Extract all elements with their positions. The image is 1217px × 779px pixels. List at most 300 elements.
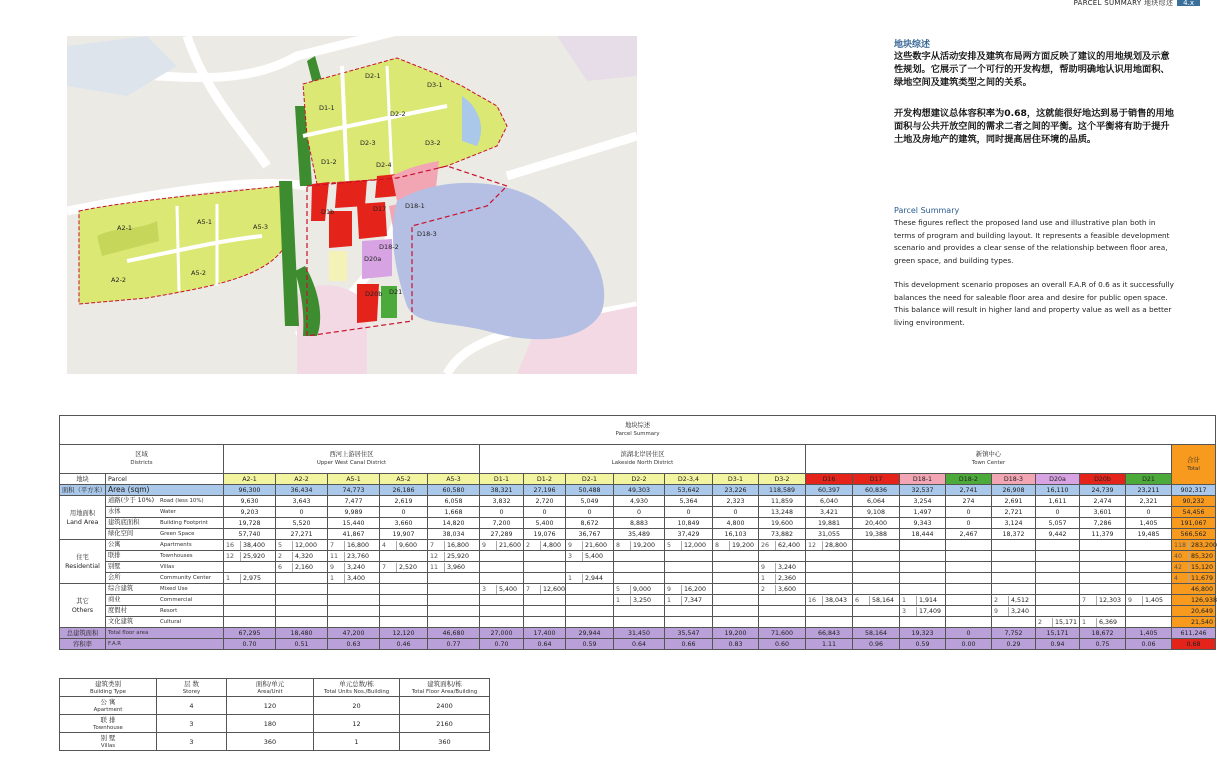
floor-area: 4,800 (543, 541, 562, 549)
value-cell (713, 606, 759, 617)
value-cell (614, 584, 665, 595)
table-title-en: Parcel Summary (615, 431, 660, 437)
value-cell (1126, 540, 1172, 551)
value-cell: 5,057 (1036, 518, 1080, 529)
map-label-d1-1: D1-1 (319, 104, 335, 112)
row-label-en: Resort (160, 608, 178, 614)
floor-area: 3,240 (347, 563, 366, 571)
value-cell (1172, 562, 1216, 573)
value-cell: 47,200 (328, 628, 380, 639)
floor-area: 16,800 (447, 541, 470, 549)
row-label-zh: 容积率 (60, 639, 106, 650)
value-cell: 19,076 (524, 529, 566, 540)
zh-section-title: 地块综述 (894, 40, 931, 50)
value-cell (713, 595, 759, 606)
map-label-d1-2: D1-2 (321, 158, 337, 166)
table-title-zh: 地块综述 (624, 422, 651, 429)
value-cell (1126, 562, 1172, 573)
value-cell (992, 584, 1036, 595)
value-cell: 0 (946, 507, 992, 518)
floor-area: 2,520 (399, 563, 418, 571)
unit-count: 5 (616, 585, 631, 594)
en-paragraph-1: These figures reflect the proposed land use and illustrative plan both in terms of program and building layout. It represents a feasible development scenario and provides a clear sense of the relationship between floor area, green space, and building types. (894, 218, 1170, 265)
value-cell (1172, 573, 1216, 584)
floor-area: 5,400 (585, 552, 604, 560)
value-cell (524, 573, 566, 584)
map-label-d21: D21 (389, 288, 403, 296)
row-label-zh: 总建筑面积 (60, 628, 106, 639)
value-cell: 27,271 (276, 529, 328, 540)
value-cell (1036, 606, 1080, 617)
value-cell (480, 606, 524, 617)
value-cell (524, 617, 566, 628)
value-cell: 0.60 (759, 639, 806, 650)
parcel-header-cell: D1-2 (524, 474, 566, 485)
value-cell (1080, 606, 1126, 617)
floor-area: 2,975 (243, 574, 262, 582)
value-cell (992, 540, 1036, 551)
value-cell (665, 573, 713, 584)
value-cell: 29,944 (566, 628, 614, 639)
value-cell (428, 617, 480, 628)
value-cell: 8,883 (614, 518, 665, 529)
value-cell (1036, 551, 1080, 562)
building-storey-cell: 3 (157, 715, 227, 733)
parcel-header-cell: D18-2 (946, 474, 992, 485)
unit-count: 26 (761, 541, 776, 550)
value-cell: 2,467 (946, 529, 992, 540)
value-cell (853, 595, 900, 606)
value-cell: 74,773 (328, 485, 380, 496)
value-cell (900, 617, 946, 628)
value-cell: 46,680 (428, 628, 480, 639)
parcel-summary-table (59, 415, 1216, 650)
row-label-en: Commercial (160, 597, 193, 603)
floor-area: 16,200 (684, 585, 707, 593)
parcel-header-cell: D21 (1126, 474, 1172, 485)
row-label-en: Villas (160, 564, 175, 570)
value-cell (380, 540, 428, 551)
column-header-zh: 建筑面积/栋 (427, 679, 462, 688)
value-cell: 16,110 (1036, 485, 1080, 496)
floor-area: 28,800 (825, 541, 848, 549)
value-cell: 0.94 (1036, 639, 1080, 650)
table-row (60, 697, 490, 715)
value-cell: 3,832 (480, 496, 524, 507)
map-label-a2-2: A2-2 (111, 276, 127, 284)
value-cell (1126, 573, 1172, 584)
floor-area: 15,171 (1055, 618, 1078, 626)
value-cell: 0.00 (946, 639, 992, 650)
zh-paragraph-2: 开发构想建议总体容积率为0.68，这就能很好地达到易于销售的用地面积与公共开放空间的需求二者之间的平衡。这个平衡将有助于提升土地及房地产的建筑，同时提高居住环境的品质。 (894, 108, 1174, 145)
value-cell (806, 584, 853, 595)
floor-area: 9,000 (633, 585, 652, 593)
parcel-header-cell: D18-3 (992, 474, 1036, 485)
value-cell: 11,859 (759, 496, 806, 507)
table-row (60, 628, 1216, 639)
value-cell (276, 595, 328, 606)
value-cell (1126, 617, 1172, 628)
value-cell (428, 551, 480, 562)
value-cell: 0 (665, 507, 713, 518)
unit-count: 7 (526, 585, 541, 594)
floor-area: 58,164 (872, 596, 895, 604)
value-cell (853, 540, 900, 551)
unit-count: 1 (616, 596, 631, 605)
value-cell: 0 (946, 628, 992, 639)
value-cell (900, 540, 946, 551)
districts-label-zh: 区域 (135, 451, 148, 458)
value-cell (665, 551, 713, 562)
value-cell: 0.59 (900, 639, 946, 650)
value-cell: 0 (566, 507, 614, 518)
map-label-d2-1: D2-1 (365, 72, 381, 80)
value-cell (524, 584, 566, 595)
value-cell: 0.66 (665, 639, 713, 650)
row-group-cell (60, 584, 106, 628)
value-cell (224, 595, 276, 606)
value-cell (992, 551, 1036, 562)
value-cell (759, 573, 806, 584)
row-label-en: F.A.R (108, 641, 121, 647)
floor-area: 12,000 (684, 541, 707, 549)
parcel-label-en: Parcel (106, 474, 224, 485)
value-cell: 10,849 (665, 518, 713, 529)
value-cell (759, 617, 806, 628)
value-cell (524, 540, 566, 551)
row-label (106, 496, 224, 507)
floor-area: 4,512 (1011, 596, 1030, 604)
value-cell (1172, 551, 1216, 562)
value-cell: 7,477 (328, 496, 380, 507)
row-label-zh: 联排 (108, 552, 121, 559)
row-label (106, 529, 224, 540)
row-label-zh: 度假村 (108, 607, 127, 614)
value-cell: 32,537 (900, 485, 946, 496)
building-area-cell: 180 (227, 715, 314, 733)
value-cell: 0.51 (276, 639, 328, 650)
value-cell (946, 584, 992, 595)
floor-area: 283,200 (1191, 541, 1217, 549)
value-cell: 0.68 (1172, 639, 1216, 650)
value-cell: 37,429 (665, 529, 713, 540)
map-label-d1b: D1b (321, 208, 335, 216)
row-label-en: Total floor area (108, 630, 149, 636)
value-cell (614, 606, 665, 617)
column-header-zh: 建筑类别 (95, 679, 121, 688)
unit-count: 12 (430, 552, 445, 561)
value-cell (1080, 540, 1126, 551)
value-cell: 19,907 (380, 529, 428, 540)
district-town-center-en: Town Center (971, 460, 1006, 466)
floor-area: 20,649 (1191, 607, 1214, 615)
value-cell (328, 551, 380, 562)
value-cell: 9,630 (224, 496, 276, 507)
unit-count: 5 (667, 541, 682, 550)
value-cell (428, 562, 480, 573)
value-cell (946, 595, 992, 606)
row-label-zh: 面积（平方米） (60, 485, 106, 496)
unit-count: 8 (715, 541, 730, 550)
building-total-cell: 2400 (400, 697, 490, 715)
value-cell: 0.70 (480, 639, 524, 650)
value-cell (328, 584, 380, 595)
row-label-zh: 会所 (108, 574, 121, 581)
value-cell (853, 584, 900, 595)
value-cell (276, 551, 328, 562)
row-label (106, 551, 224, 562)
value-cell: 3,254 (900, 496, 946, 507)
floor-area: 21,600 (499, 541, 522, 549)
building-units-cell: 12 (314, 715, 400, 733)
value-cell (380, 562, 428, 573)
value-cell (276, 562, 328, 573)
value-cell (428, 573, 480, 584)
map-label-d18-3: D18-3 (417, 230, 437, 238)
value-cell (380, 595, 428, 606)
unit-count: 1 (761, 574, 776, 583)
table-row (60, 573, 1216, 584)
value-cell (806, 573, 853, 584)
value-cell: 0 (614, 507, 665, 518)
value-cell: 26,908 (992, 485, 1036, 496)
value-cell (806, 617, 853, 628)
building-units-cell: 1 (314, 733, 400, 751)
map-label-a5-1: A5-1 (197, 218, 213, 226)
building-type-en: Townhouse (93, 724, 123, 731)
parcel-header-cell: A5-2 (380, 474, 428, 485)
value-cell (1172, 617, 1216, 628)
value-cell (1080, 551, 1126, 562)
floor-area: 1,405 (1145, 596, 1164, 604)
value-cell (276, 540, 328, 551)
value-cell: 2,474 (1080, 496, 1126, 507)
value-cell: 27,196 (524, 485, 566, 496)
value-cell: 54,456 (1172, 507, 1216, 518)
floor-area: 25,920 (243, 552, 266, 560)
floor-area: 12,303 (1099, 596, 1122, 604)
row-label (106, 518, 224, 529)
value-cell (428, 595, 480, 606)
building-type-zh: 别 墅 (100, 733, 116, 742)
map-label-a2-1: A2-1 (117, 224, 133, 232)
value-cell: 118,589 (759, 485, 806, 496)
value-cell: 2,741 (946, 485, 992, 496)
column-header-en: Total Units Nos./Building (323, 688, 390, 695)
table-row (60, 529, 1216, 540)
column-header (400, 679, 490, 697)
value-cell (566, 584, 614, 595)
value-cell: 50,488 (566, 485, 614, 496)
value-cell (1080, 562, 1126, 573)
floor-area: 15,120 (1191, 563, 1214, 571)
value-cell (566, 562, 614, 573)
column-header-en: Building Type (90, 688, 126, 695)
floor-area: 11,679 (1191, 574, 1214, 582)
row-group-label-en: Residential (65, 562, 100, 570)
value-cell: 0.63 (328, 639, 380, 650)
floor-area: 21,540 (1191, 618, 1214, 626)
floor-area: 38,043 (825, 596, 848, 604)
value-cell: 36,767 (566, 529, 614, 540)
column-header (60, 679, 157, 697)
map-label-d20a: D20a (364, 255, 382, 263)
parcel-header-cell: A2-2 (276, 474, 328, 485)
building-total-cell: 360 (400, 733, 490, 751)
unit-count: 1 (667, 596, 682, 605)
value-cell (946, 606, 992, 617)
value-cell (713, 551, 759, 562)
value-cell (853, 551, 900, 562)
unit-count: 9 (761, 563, 776, 572)
value-cell (480, 551, 524, 562)
value-cell: 90,232 (1172, 496, 1216, 507)
value-cell (524, 595, 566, 606)
value-cell: 19,485 (1126, 529, 1172, 540)
unit-count: 9 (1128, 596, 1143, 605)
value-cell: 611,246 (1172, 628, 1216, 639)
value-cell: 24,739 (1080, 485, 1126, 496)
value-cell (946, 540, 992, 551)
value-cell (900, 606, 946, 617)
floor-area: 38,400 (243, 541, 266, 549)
map-label-a5-3: A5-3 (253, 223, 269, 231)
value-cell (224, 540, 276, 551)
value-cell: 0 (276, 507, 328, 518)
value-cell: 14,820 (428, 518, 480, 529)
value-cell (1080, 595, 1126, 606)
page-header (1074, 0, 1200, 6)
parcel-header-cell: D18-1 (900, 474, 946, 485)
value-cell: 58,164 (853, 628, 900, 639)
floor-area: 3,240 (778, 563, 797, 571)
map-label-d20b: D20b (365, 290, 383, 298)
value-cell: 0.59 (566, 639, 614, 650)
district-lakeside-zh: 滨湖北岸居住区 (620, 451, 665, 458)
parcel-header-cell: D17 (853, 474, 900, 485)
value-cell (614, 540, 665, 551)
value-cell (992, 595, 1036, 606)
value-cell: 96,300 (224, 485, 276, 496)
value-cell (1036, 595, 1080, 606)
floor-area: 6,369 (1099, 618, 1118, 626)
value-cell (614, 595, 665, 606)
value-cell: 3,643 (276, 496, 328, 507)
value-cell: 38,034 (428, 529, 480, 540)
unit-count: 9 (330, 563, 345, 572)
value-cell (328, 595, 380, 606)
floor-area: 12,600 (543, 585, 566, 593)
district-lakeside-en: Lakeside North District (611, 460, 674, 466)
value-cell (566, 606, 614, 617)
value-cell (566, 595, 614, 606)
value-cell (380, 584, 428, 595)
map-label-d2-3: D2-3 (360, 139, 376, 147)
value-cell: 0.77 (428, 639, 480, 650)
table-row (60, 496, 1216, 507)
value-cell: 18,444 (900, 529, 946, 540)
value-cell (224, 584, 276, 595)
value-cell (759, 540, 806, 551)
value-cell: 35,489 (614, 529, 665, 540)
value-cell: 0.06 (1126, 639, 1172, 650)
value-cell: 7,286 (1080, 518, 1126, 529)
value-cell: 2,619 (380, 496, 428, 507)
value-cell: 8,672 (566, 518, 614, 529)
value-cell: 13,248 (759, 507, 806, 518)
value-cell: 18,372 (992, 529, 1036, 540)
value-cell (480, 595, 524, 606)
row-label-en: Townhouses (160, 553, 193, 559)
floor-area: 25,920 (447, 552, 470, 560)
value-cell (566, 540, 614, 551)
value-cell: 49,303 (614, 485, 665, 496)
value-cell (566, 551, 614, 562)
value-cell: 0 (1126, 507, 1172, 518)
value-cell: 9,989 (328, 507, 380, 518)
value-cell: 73,882 (759, 529, 806, 540)
value-cell: 19,881 (806, 518, 853, 529)
column-header (227, 679, 314, 697)
districts-label-en: Districts (130, 460, 153, 466)
value-cell: 57,740 (224, 529, 276, 540)
value-cell (665, 595, 713, 606)
row-label-zh: 公寓 (108, 541, 121, 548)
row-label-zh: 综合建筑 (108, 585, 134, 592)
page-header-title: PARCEL SUMMARY 地块综述 (1073, 0, 1174, 7)
value-cell (900, 551, 946, 562)
table-row (60, 606, 1216, 617)
building-type-cell (60, 715, 157, 733)
value-cell (1126, 606, 1172, 617)
floor-area: 3,600 (778, 585, 797, 593)
value-cell: 31,450 (614, 628, 665, 639)
value-cell: 9,442 (1036, 529, 1080, 540)
value-cell (380, 573, 428, 584)
value-cell (480, 562, 524, 573)
value-cell: 274 (946, 496, 992, 507)
row-label-en: Community Center (160, 575, 212, 581)
value-cell (1080, 617, 1126, 628)
floor-area: 46,800 (1191, 585, 1214, 593)
value-cell (328, 573, 380, 584)
value-cell (480, 573, 524, 584)
value-cell: 0.96 (853, 639, 900, 650)
floor-area: 2,944 (585, 574, 604, 582)
value-cell: 0.83 (713, 639, 759, 650)
value-cell: 5,364 (665, 496, 713, 507)
value-cell (480, 540, 524, 551)
value-cell: 0.70 (224, 639, 276, 650)
value-cell (1126, 551, 1172, 562)
value-cell: 17,400 (524, 628, 566, 639)
value-cell (480, 584, 524, 595)
unit-count: 118 (1174, 541, 1189, 550)
floor-area: 3,960 (447, 563, 466, 571)
map-label-d18-2: D18-2 (379, 243, 399, 251)
unit-count: 11 (330, 552, 345, 561)
district-upper-west-zh: 西河上游居住区 (329, 451, 374, 458)
value-cell (1036, 540, 1080, 551)
floor-area: 62,400 (778, 541, 801, 549)
value-cell: 1,497 (900, 507, 946, 518)
value-cell (900, 584, 946, 595)
floor-area: 2,160 (295, 563, 314, 571)
parcel-header-cell: A5-1 (328, 474, 380, 485)
map-label-d18-1: D18-1 (405, 202, 425, 210)
value-cell (992, 573, 1036, 584)
value-cell (524, 562, 566, 573)
